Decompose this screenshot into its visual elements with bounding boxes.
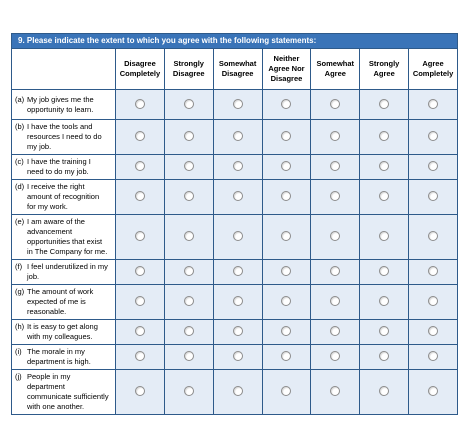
radio-strongly-agree[interactable] (379, 99, 389, 109)
radio-strongly-disagree[interactable] (184, 161, 194, 171)
option-cell-strongly-agree (360, 320, 409, 345)
radio-somewhat-agree[interactable] (330, 131, 340, 141)
option-cell-somewhat-agree (311, 155, 360, 180)
radio-strongly-disagree[interactable] (184, 131, 194, 141)
option-cell-agree-completely (409, 320, 458, 345)
radio-strongly-agree[interactable] (379, 161, 389, 171)
option-cell-somewhat-disagree (213, 370, 262, 415)
statement-text: My job gives me the opportunity to learn. (27, 94, 94, 114)
option-cell-neither (262, 215, 311, 260)
radio-disagree-completely[interactable] (135, 161, 145, 171)
option-cell-agree-completely (409, 215, 458, 260)
option-cell-strongly-disagree (164, 120, 213, 155)
radio-neither[interactable] (281, 266, 291, 276)
statement-letter: (e) (15, 217, 25, 226)
radio-neither[interactable] (281, 131, 291, 141)
radio-somewhat-agree[interactable] (330, 191, 340, 201)
statement-row (12, 120, 458, 155)
radio-strongly-disagree[interactable] (184, 266, 194, 276)
radio-neither[interactable] (281, 231, 291, 241)
option-cell-agree-completely (409, 180, 458, 215)
radio-somewhat-agree[interactable] (330, 326, 340, 336)
radio-agree-completely[interactable] (428, 296, 438, 306)
statement-letter: (b) (15, 122, 25, 131)
radio-agree-completely[interactable] (428, 99, 438, 109)
option-cell-strongly-disagree (164, 320, 213, 345)
option-cell-neither (262, 155, 311, 180)
option-cell-strongly-disagree (164, 180, 213, 215)
option-cell-strongly-agree (360, 285, 409, 320)
option-cell-agree-completely (409, 120, 458, 155)
option-cell-strongly-agree (360, 345, 409, 370)
radio-disagree-completely[interactable] (135, 266, 145, 276)
option-cell-somewhat-agree (311, 370, 360, 415)
statement-row (12, 345, 458, 370)
option-cell-somewhat-disagree (213, 285, 262, 320)
option-cell-strongly-agree (360, 180, 409, 215)
option-cell-strongly-disagree (164, 370, 213, 415)
statement-letter: (d) (15, 182, 25, 191)
option-cell-disagree-completely (116, 120, 165, 155)
radio-agree-completely[interactable] (428, 231, 438, 241)
statement-cell (12, 260, 116, 285)
col-header-neither: Neither Agree Nor Disagree (262, 49, 311, 90)
option-cell-somewhat-disagree (213, 320, 262, 345)
col-header-somewhat-disagree: Somewhat Disagree (213, 49, 262, 90)
statement-row (12, 90, 458, 120)
option-cell-strongly-agree (360, 260, 409, 285)
option-cell-somewhat-disagree (213, 215, 262, 260)
radio-agree-completely[interactable] (428, 351, 438, 361)
radio-strongly-disagree[interactable] (184, 296, 194, 306)
statement-cell (12, 320, 116, 345)
radio-neither[interactable] (281, 351, 291, 361)
statement-text: The morale in my department is high. (27, 347, 91, 366)
option-cell-agree-completely (409, 90, 458, 120)
statement-row (12, 260, 458, 285)
statement-row (12, 320, 458, 345)
statement-row (12, 180, 458, 215)
option-cell-disagree-completely (116, 260, 165, 285)
statement-letter: (f) (15, 262, 23, 271)
radio-agree-completely[interactable] (428, 191, 438, 201)
col-header-somewhat-agree: Somewhat Agree (311, 49, 360, 90)
option-cell-agree-completely (409, 260, 458, 285)
option-cell-strongly-disagree (164, 260, 213, 285)
col-header-strongly-agree: Strongly Agree (360, 49, 409, 90)
option-cell-somewhat-disagree (213, 260, 262, 285)
option-cell-somewhat-disagree (213, 180, 262, 215)
option-cell-disagree-completely (116, 215, 165, 260)
radio-disagree-completely[interactable] (135, 99, 145, 109)
statement-row (12, 370, 458, 415)
statement-text: I am aware of the advancement opportunities that exist in The Company for me. (27, 217, 108, 256)
option-cell-neither (262, 320, 311, 345)
option-cell-neither (262, 90, 311, 120)
statement-text: I have the tools and resources I need to do my job. (27, 122, 102, 151)
radio-neither[interactable] (281, 326, 291, 336)
radio-somewhat-disagree[interactable] (233, 161, 243, 171)
scale-header-row (12, 49, 458, 90)
radio-strongly-agree[interactable] (379, 266, 389, 276)
question-title: 9. Please indicate the extent to which you agree with the following statements: (12, 34, 458, 49)
option-cell-disagree-completely (116, 90, 165, 120)
option-cell-somewhat-disagree (213, 120, 262, 155)
radio-somewhat-agree[interactable] (330, 386, 340, 396)
option-cell-neither (262, 370, 311, 415)
statement-letter: (c) (15, 157, 24, 166)
radio-strongly-disagree[interactable] (184, 386, 194, 396)
radio-strongly-agree[interactable] (379, 296, 389, 306)
statement-cell (12, 155, 116, 180)
statement-letter: (i) (15, 347, 22, 356)
statement-letter: (g) (15, 287, 25, 296)
radio-disagree-completely[interactable] (135, 326, 145, 336)
option-cell-strongly-agree (360, 370, 409, 415)
option-cell-agree-completely (409, 370, 458, 415)
option-cell-agree-completely (409, 345, 458, 370)
option-cell-disagree-completely (116, 345, 165, 370)
radio-agree-completely[interactable] (428, 161, 438, 171)
option-cell-disagree-completely (116, 320, 165, 345)
option-cell-somewhat-agree (311, 320, 360, 345)
radio-disagree-completely[interactable] (135, 131, 145, 141)
option-cell-disagree-completely (116, 155, 165, 180)
option-cell-strongly-agree (360, 215, 409, 260)
option-cell-somewhat-disagree (213, 90, 262, 120)
radio-disagree-completely[interactable] (135, 386, 145, 396)
statement-text: I feel underutilized in my job. (27, 262, 108, 281)
header-blank-cell (12, 49, 116, 90)
col-header-disagree-completely: Disagree Completely (116, 49, 165, 90)
option-cell-neither (262, 260, 311, 285)
option-cell-strongly-disagree (164, 345, 213, 370)
radio-strongly-disagree[interactable] (184, 351, 194, 361)
radio-strongly-agree[interactable] (379, 191, 389, 201)
radio-somewhat-disagree[interactable] (233, 351, 243, 361)
radio-somewhat-agree[interactable] (330, 161, 340, 171)
option-cell-disagree-completely (116, 180, 165, 215)
option-cell-agree-completely (409, 155, 458, 180)
col-header-strongly-disagree: Strongly Disagree (164, 49, 213, 90)
option-cell-strongly-agree (360, 155, 409, 180)
option-cell-agree-completely (409, 285, 458, 320)
statement-text: It is easy to get along with my colleagues. (27, 322, 98, 341)
statement-row (12, 155, 458, 180)
option-cell-somewhat-agree (311, 285, 360, 320)
radio-strongly-disagree[interactable] (184, 191, 194, 201)
statement-letter: (j) (15, 372, 22, 381)
option-cell-somewhat-disagree (213, 345, 262, 370)
radio-agree-completely[interactable] (428, 266, 438, 276)
statement-cell (12, 215, 116, 260)
option-cell-neither (262, 285, 311, 320)
radio-strongly-agree[interactable] (379, 131, 389, 141)
option-cell-strongly-agree (360, 120, 409, 155)
radio-strongly-disagree[interactable] (184, 326, 194, 336)
statement-cell (12, 285, 116, 320)
statement-row (12, 215, 458, 260)
option-cell-strongly-disagree (164, 215, 213, 260)
statement-cell (12, 120, 116, 155)
option-cell-somewhat-agree (311, 215, 360, 260)
option-cell-neither (262, 180, 311, 215)
radio-neither[interactable] (281, 386, 291, 396)
radio-somewhat-agree[interactable] (330, 296, 340, 306)
option-cell-somewhat-disagree (213, 155, 262, 180)
radio-somewhat-disagree[interactable] (233, 231, 243, 241)
radio-agree-completely[interactable] (428, 131, 438, 141)
option-cell-disagree-completely (116, 285, 165, 320)
radio-somewhat-agree[interactable] (330, 266, 340, 276)
col-header-agree-completely: Agree Completely (409, 49, 458, 90)
statement-text: I have the training I need to do my job. (27, 157, 91, 176)
radio-somewhat-disagree[interactable] (233, 296, 243, 306)
radio-somewhat-disagree[interactable] (233, 326, 243, 336)
option-cell-neither (262, 120, 311, 155)
radio-somewhat-agree[interactable] (330, 231, 340, 241)
option-cell-somewhat-agree (311, 120, 360, 155)
radio-somewhat-disagree[interactable] (233, 386, 243, 396)
radio-strongly-agree[interactable] (379, 351, 389, 361)
statement-cell (12, 90, 116, 120)
radio-strongly-agree[interactable] (379, 231, 389, 241)
option-cell-neither (262, 345, 311, 370)
statement-text: The amount of work expected of me is reasonable. (27, 287, 94, 316)
statement-cell (12, 370, 116, 415)
option-cell-strongly-agree (360, 90, 409, 120)
option-cell-disagree-completely (116, 370, 165, 415)
radio-disagree-completely[interactable] (135, 351, 145, 361)
radio-agree-completely[interactable] (428, 326, 438, 336)
radio-disagree-completely[interactable] (135, 191, 145, 201)
survey-question-table (11, 33, 458, 415)
radio-neither[interactable] (281, 99, 291, 109)
statement-row (12, 285, 458, 320)
radio-neither[interactable] (281, 161, 291, 171)
statement-letter: (h) (15, 322, 25, 331)
radio-neither[interactable] (281, 296, 291, 306)
statement-text: I receive the right amount of recognition for my work. (27, 182, 100, 211)
statement-text: People in my department communicate sufficiently with one another. (27, 372, 109, 411)
radio-somewhat-agree[interactable] (330, 351, 340, 361)
option-cell-somewhat-agree (311, 345, 360, 370)
option-cell-somewhat-agree (311, 90, 360, 120)
statement-cell (12, 180, 116, 215)
radio-strongly-disagree[interactable] (184, 99, 194, 109)
statement-cell (12, 345, 116, 370)
radio-disagree-completely[interactable] (135, 296, 145, 306)
option-cell-somewhat-agree (311, 180, 360, 215)
radio-strongly-agree[interactable] (379, 386, 389, 396)
radio-strongly-disagree[interactable] (184, 231, 194, 241)
radio-somewhat-disagree[interactable] (233, 266, 243, 276)
radio-disagree-completely[interactable] (135, 231, 145, 241)
option-cell-strongly-disagree (164, 90, 213, 120)
statement-letter: (a) (15, 94, 25, 104)
radio-somewhat-agree[interactable] (330, 99, 340, 109)
radio-agree-completely[interactable] (428, 386, 438, 396)
option-cell-somewhat-agree (311, 260, 360, 285)
radio-somewhat-disagree[interactable] (233, 191, 243, 201)
radio-somewhat-disagree[interactable] (233, 131, 243, 141)
radio-somewhat-disagree[interactable] (233, 99, 243, 109)
radio-strongly-agree[interactable] (379, 326, 389, 336)
option-cell-strongly-disagree (164, 285, 213, 320)
option-cell-strongly-disagree (164, 155, 213, 180)
radio-neither[interactable] (281, 191, 291, 201)
